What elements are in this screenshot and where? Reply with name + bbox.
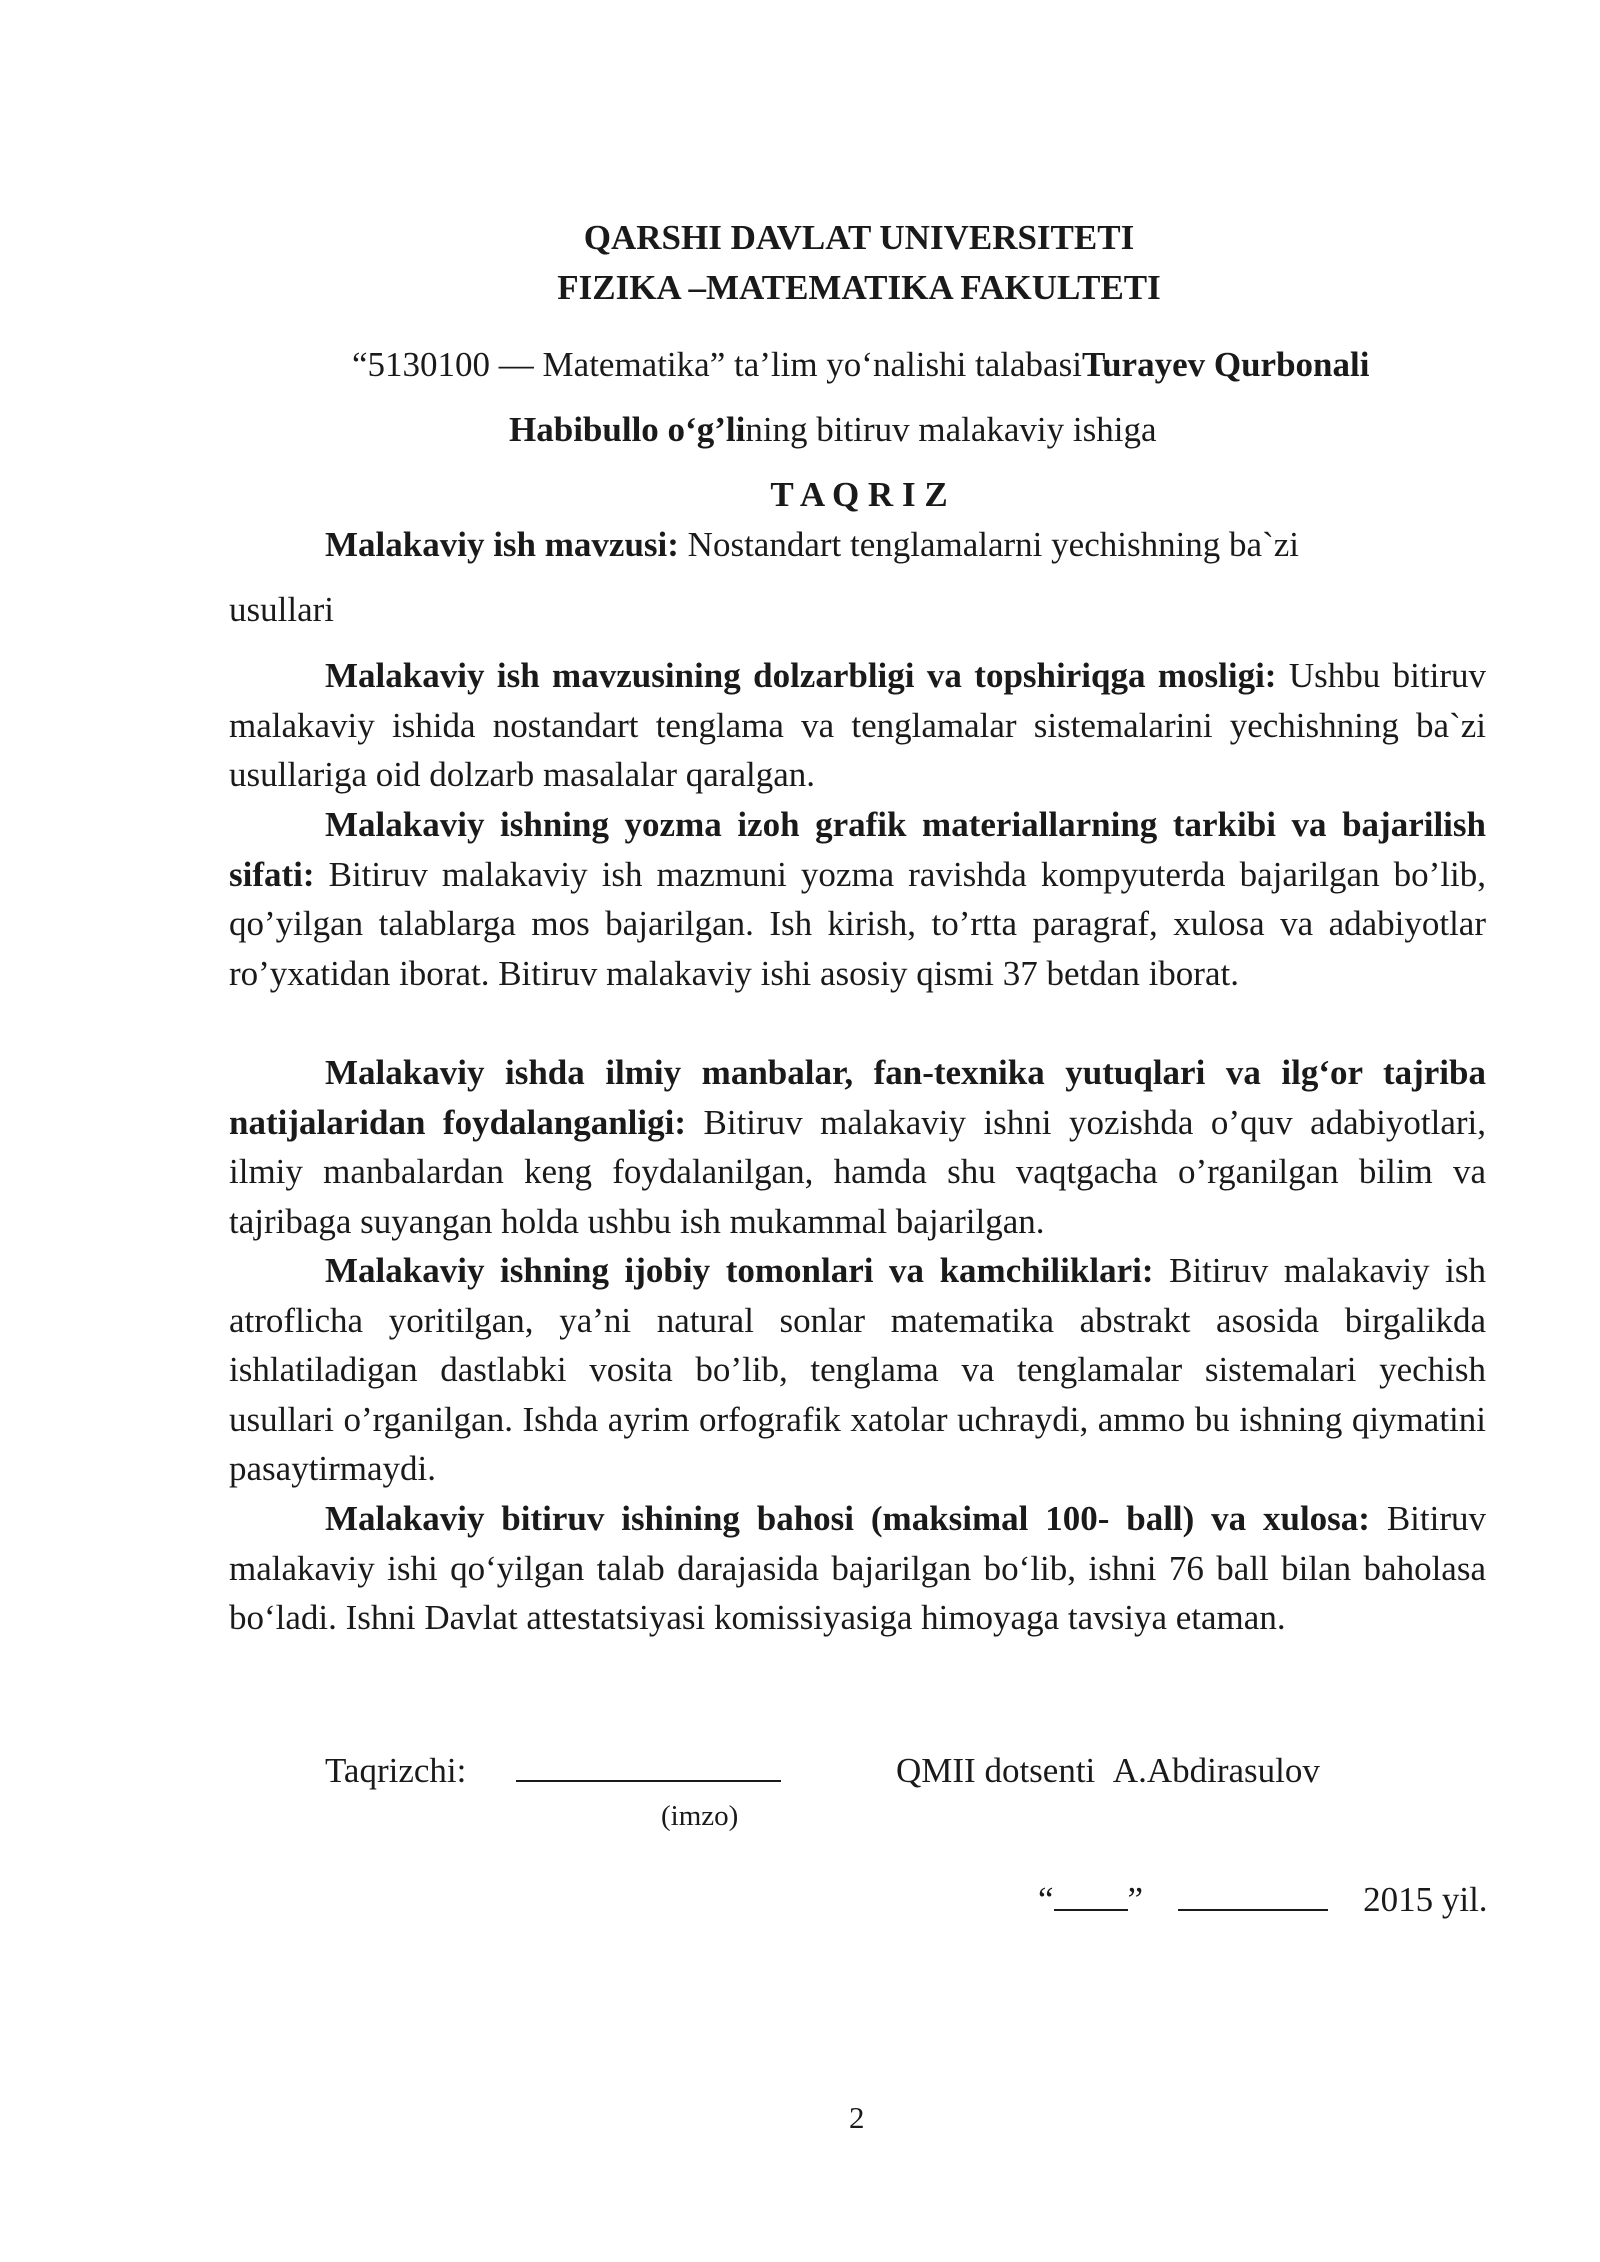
- reviewer-name: A.Abdirasulov: [1112, 1751, 1320, 1790]
- date-year: 2015 yil.: [1363, 1880, 1488, 1919]
- date-month-blank: [1178, 1881, 1328, 1911]
- section-text: Bitiruv malakaviy ishi qo‘yilgan talab darajasida bajarilgan bo‘lib, ishni 76 ball bilan baholasa bo‘ladi. Ishni Davlat attestatsiyasi komissiyasiga himoyaga tavsiya etaman.: [229, 1499, 1486, 1637]
- faculty-name: FIZIKA –MATEMATIKA FAKULTETI: [557, 268, 1161, 307]
- section-materials: [229, 800, 1486, 998]
- reviewer-info: [896, 1751, 1320, 1791]
- section-pros-cons: [229, 1246, 1486, 1494]
- topic-text: Nostandart tenglamalarni yechishning ba`zi: [678, 525, 1299, 564]
- date-line: [1038, 1880, 1488, 1920]
- section-label: Malakaviy ishning yozma izoh grafik materiallarning tarkibi va bajarilish sifati:: [229, 805, 1486, 894]
- intro-line-1: [352, 345, 1369, 385]
- topic-continuation: usullari: [229, 590, 334, 629]
- topic-line: [325, 525, 1299, 565]
- date-close-quote: ”: [1127, 1880, 1144, 1919]
- section-label: Malakaviy ishda ilmiy manbalar, fan-texnika yutuqlari va ilg‘or tajriba natijalaridan foydalanganligi:: [229, 1053, 1486, 1142]
- section-text: Bitiruv malakaviy ish mazmuni yozma ravishda kompyuterda bajarilgan bo’lib, qo’yilgan talablarga mos bajarilgan. Ish kirish, to’rtta paragraf, xulosa va adabiyotlar ro’yxatidan iborat. Bitiruv malakaviy ishi asosiy qismi 37 betdan iborat.: [229, 854, 1486, 993]
- signature-line: [516, 1751, 781, 1791]
- intro-suffix: ning bitiruv malakaviy ishiga: [745, 410, 1157, 449]
- section-text: Ushbu bitiruv malakaviy ishida nostandart tenglama va tenglamalar sistemalarini yechishning ba`zi usullariga oid dolzarb masalalar qaralgan.: [229, 656, 1486, 794]
- section-label: Malakaviy bitiruv ishining bahosi (maksimal 100- ball) va xulosa:: [325, 1499, 1370, 1538]
- student-name-part1: Turayev Qurbonali: [1081, 345, 1370, 384]
- section-label: Malakaviy ish mavzusining dolzarbligi va topshiriqga mosligi:: [325, 656, 1277, 695]
- university-name: QARSHI DAVLAT UNIVERSITETI: [583, 218, 1135, 257]
- reviewer-label: Taqrizchi:: [325, 1751, 467, 1790]
- student-name-part2: Habibullo o‘g’li: [509, 410, 746, 449]
- reviewer-position: QMII dotsenti: [896, 1751, 1096, 1790]
- date-day-blank: [1054, 1881, 1128, 1911]
- section-label: Malakaviy ishning ijobiy tomonlari va kamchiliklari:: [325, 1251, 1154, 1290]
- document-title: T A Q R I Z: [770, 475, 948, 514]
- section-text: Bitiruv malakaviy ish atroflicha yoritilgan, ya’ni natural sonlar matematika abstrakt asosida birgalikda ishlatiladigan dastlabki vosita bo’lib, tenglama va tenglamalar sistemalari yechish usullari o’rganilgan. Ishda ayrim orfografik xatolar uchraydi, ammo bu ishning qiymatini pasaytirmaydi.: [229, 1251, 1487, 1488]
- signature-caption: (imzo): [661, 1800, 739, 1832]
- intro-line-2: [509, 410, 1157, 450]
- topic-label: Malakaviy ish mavzusi:: [325, 525, 679, 564]
- date-open-quote: “: [1038, 1880, 1054, 1919]
- section-grade: [229, 1494, 1486, 1643]
- section-text: Bitiruv malakaviy ishni yozishda o’quv adabiyotlari, ilmiy manbalardan keng foydalanilgan, hamda shu vaqtgacha o’rganilgan bilim va tajribaga suyangan holda ushbu ish mukammal bajarilgan.: [229, 1102, 1486, 1241]
- section-sources: [229, 1048, 1486, 1246]
- section-relevance: [229, 651, 1486, 800]
- page-number: 2: [849, 2100, 865, 2135]
- intro-prefix: “5130100 — Matematika” ta’lim yo‘nalishi talabasi: [352, 345, 1082, 384]
